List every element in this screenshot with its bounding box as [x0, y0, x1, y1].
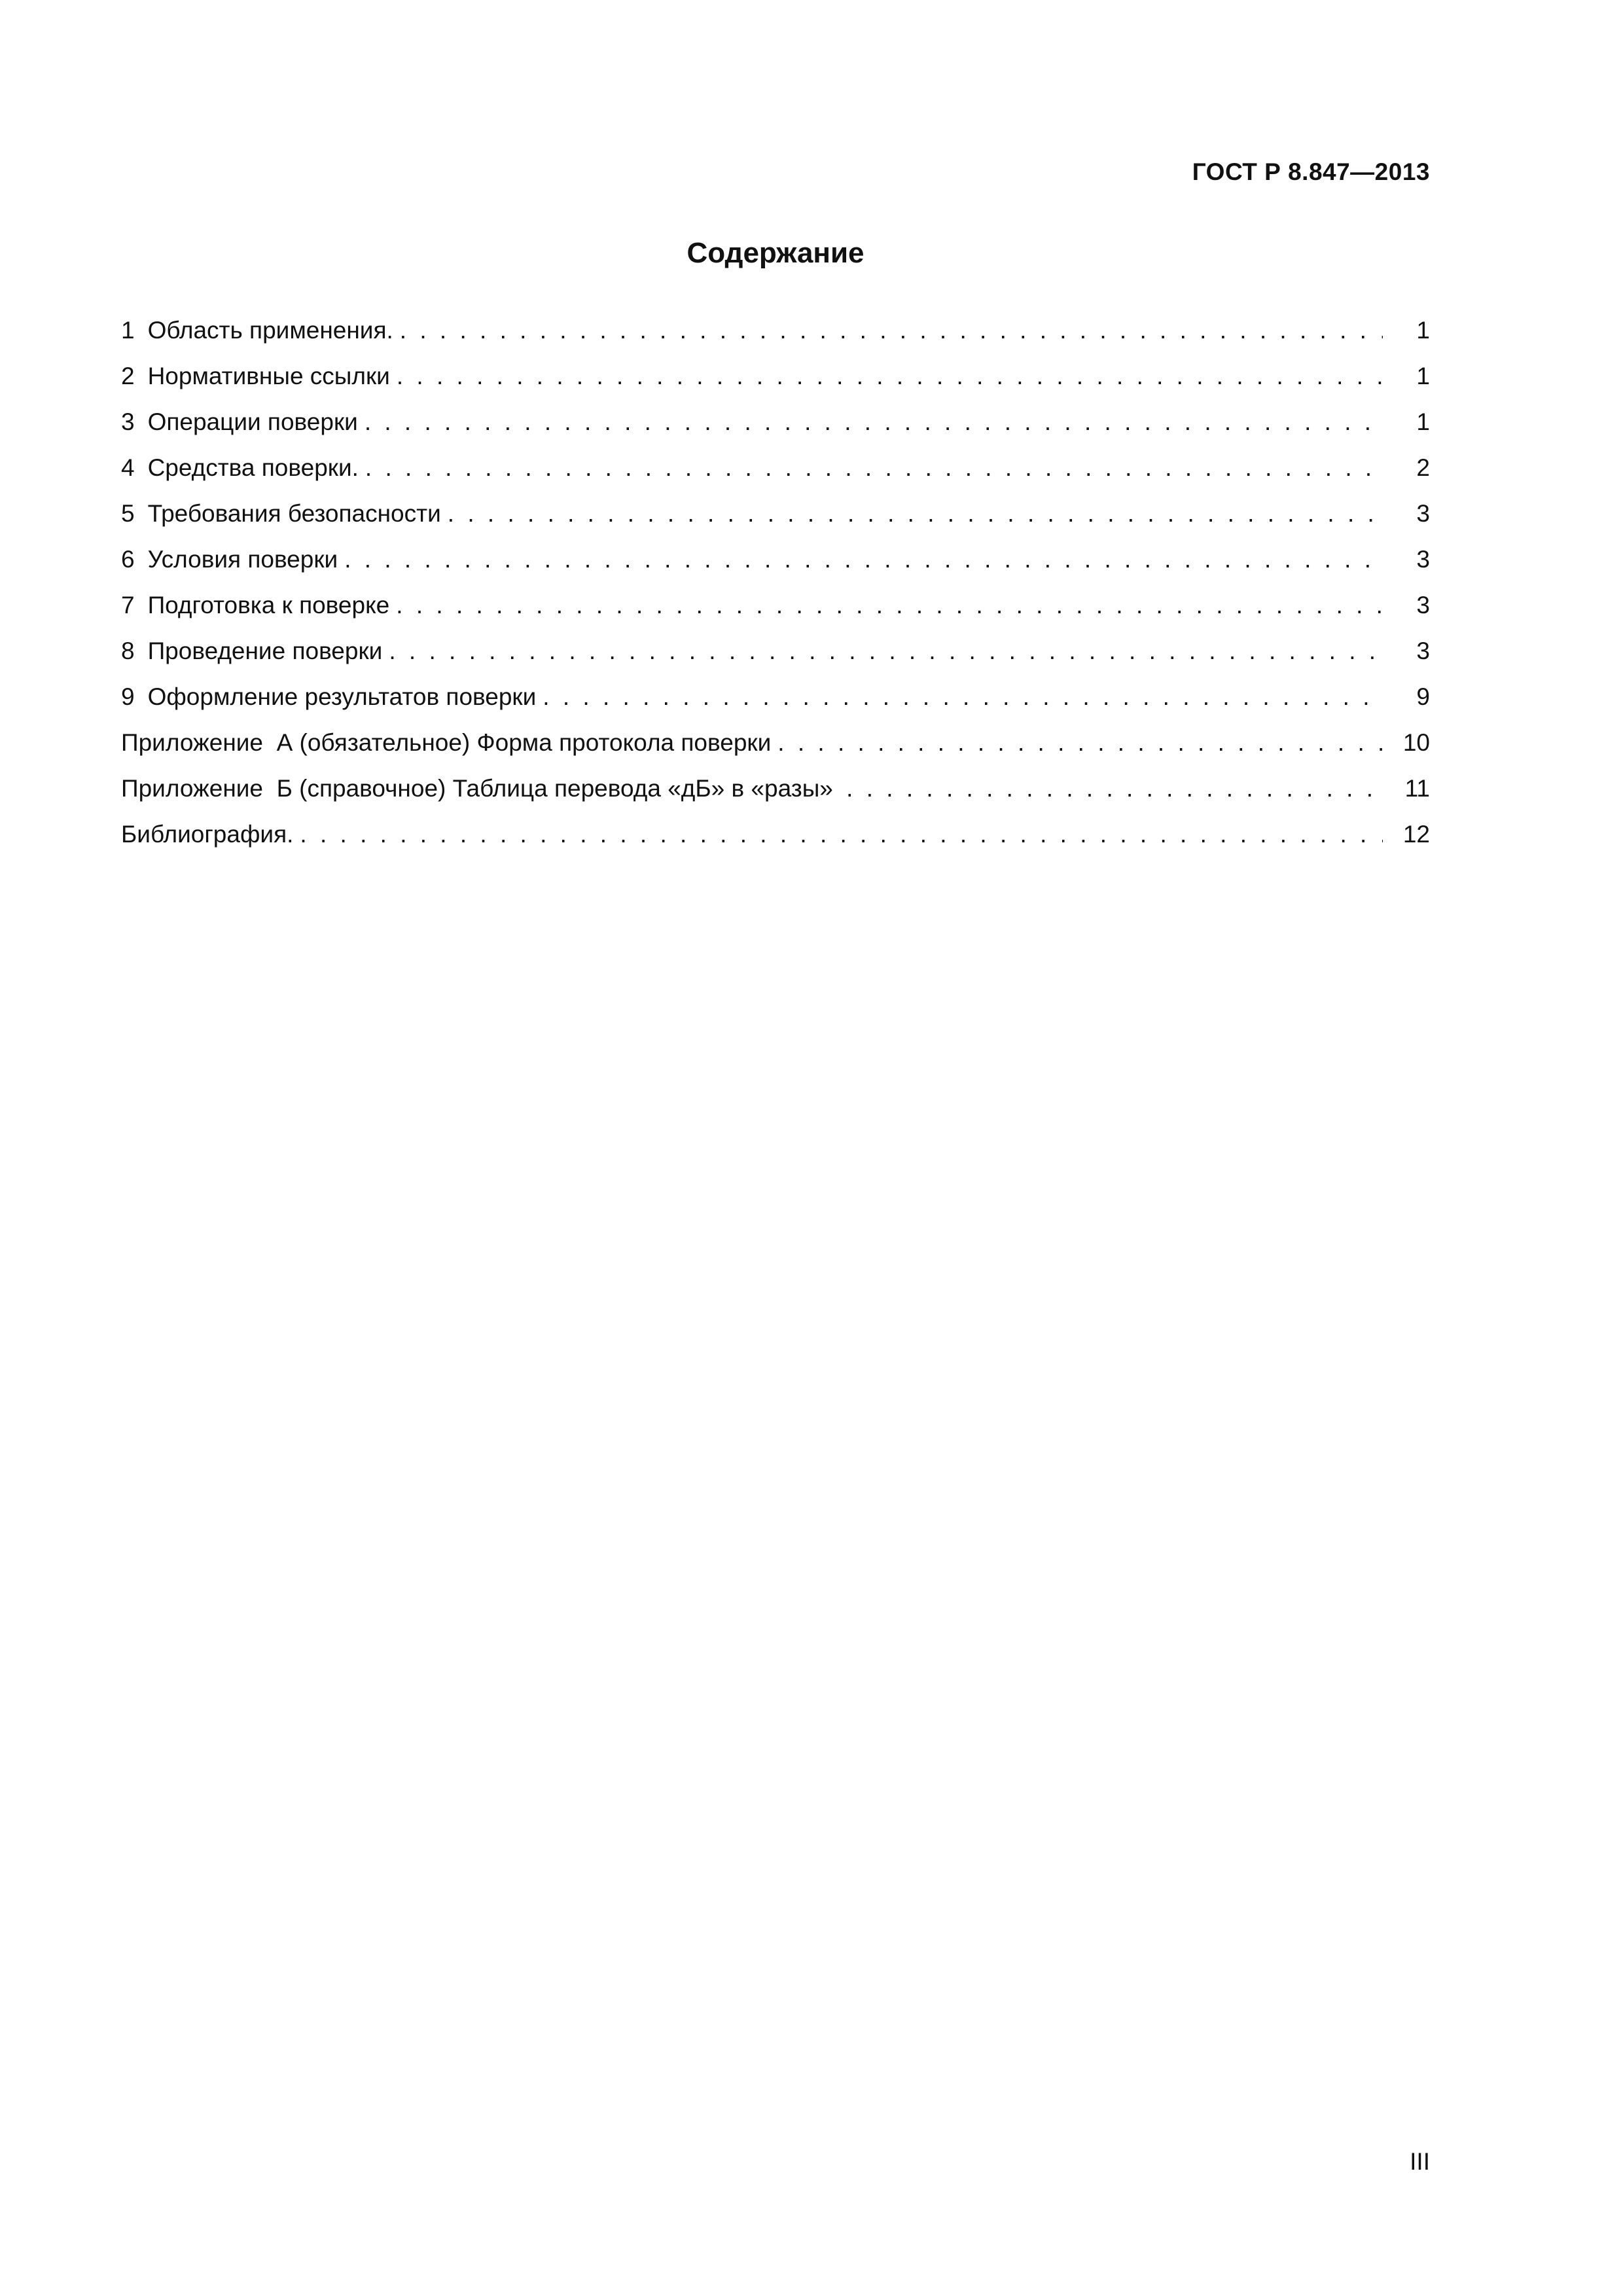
toc-leader-dots	[338, 537, 1383, 583]
toc-leader-dots	[390, 353, 1383, 399]
toc-entry	[121, 445, 1430, 491]
document-code-header: ГОСТ Р 8.847—2013	[1192, 158, 1430, 185]
toc-entry-page: 1	[1416, 408, 1430, 435]
toc-entry-number: 3	[121, 408, 135, 435]
toc-entry-page: 9	[1416, 683, 1430, 710]
toc-entry-page: 11	[1404, 775, 1430, 802]
toc-entry-label: Условия поверки	[147, 546, 338, 573]
toc-entry-page: 3	[1416, 546, 1430, 573]
toc-entry	[121, 674, 1430, 720]
toc-entry	[121, 353, 1430, 399]
toc-entry-label: Библиография.	[121, 821, 294, 848]
toc-entry	[121, 399, 1430, 445]
table-of-contents	[121, 308, 1430, 857]
page-title: Содержание	[687, 237, 865, 269]
toc-leader-dots	[389, 583, 1383, 628]
toc-entry-page: 3	[1416, 637, 1430, 664]
toc-entry-number: 9	[121, 683, 135, 710]
toc-entry-label: Операции поверки	[147, 408, 358, 435]
toc-entry-page: 1	[1416, 317, 1430, 344]
toc-leader-dots	[393, 308, 1383, 353]
toc-entry	[121, 628, 1430, 674]
toc-entry	[121, 537, 1430, 583]
toc-entry	[121, 491, 1430, 537]
toc-leader-dots	[293, 812, 1383, 857]
toc-entry-number: 7	[121, 592, 135, 619]
toc-entry-label: Приложение Б (справочное) Таблица перевода «дБ» в «разы»	[121, 775, 840, 802]
toc-entry-page: 12	[1402, 821, 1430, 848]
toc-entry	[121, 766, 1430, 812]
toc-entry-number: 6	[121, 546, 135, 573]
toc-entry-page: 10	[1402, 729, 1430, 756]
toc-entry-page: 3	[1416, 592, 1430, 619]
toc-entry-label: Нормативные ссылки	[147, 363, 390, 389]
toc-entry-page: 2	[1416, 454, 1430, 481]
toc-entry	[121, 720, 1430, 766]
toc-entry-number: 2	[121, 363, 135, 389]
toc-entry-number: 1	[121, 317, 135, 344]
toc-entry-number: 5	[121, 500, 135, 527]
toc-entry-page: 3	[1416, 500, 1430, 527]
toc-leader-dots	[840, 766, 1383, 812]
toc-entry-label: Подготовка к поверке	[147, 592, 390, 619]
toc-entry-label: Приложение А (обязательное) Форма протокола поверки	[121, 729, 772, 756]
toc-entry-label: Оформление результатов поверки	[147, 683, 537, 710]
toc-entry-number: 8	[121, 637, 135, 664]
toc-entry-page: 1	[1416, 363, 1430, 389]
toc-leader-dots	[358, 399, 1383, 445]
toc-entry-label: Проведение поверки	[147, 637, 383, 664]
toc-entry-label: Область применения.	[147, 317, 393, 344]
toc-entry	[121, 308, 1430, 353]
folio-page-number: III	[1410, 2148, 1430, 2175]
toc-leader-dots	[359, 445, 1383, 491]
toc-entry-number: 4	[121, 454, 135, 481]
toc-entry-label: Средства поверки.	[147, 454, 359, 481]
toc-leader-dots	[441, 491, 1383, 537]
toc-leader-dots	[382, 628, 1383, 674]
toc-entry-label: Требования безопасности	[147, 500, 441, 527]
toc-entry	[121, 583, 1430, 628]
toc-leader-dots	[771, 720, 1383, 766]
toc-entry	[121, 812, 1430, 857]
toc-leader-dots	[536, 674, 1383, 720]
